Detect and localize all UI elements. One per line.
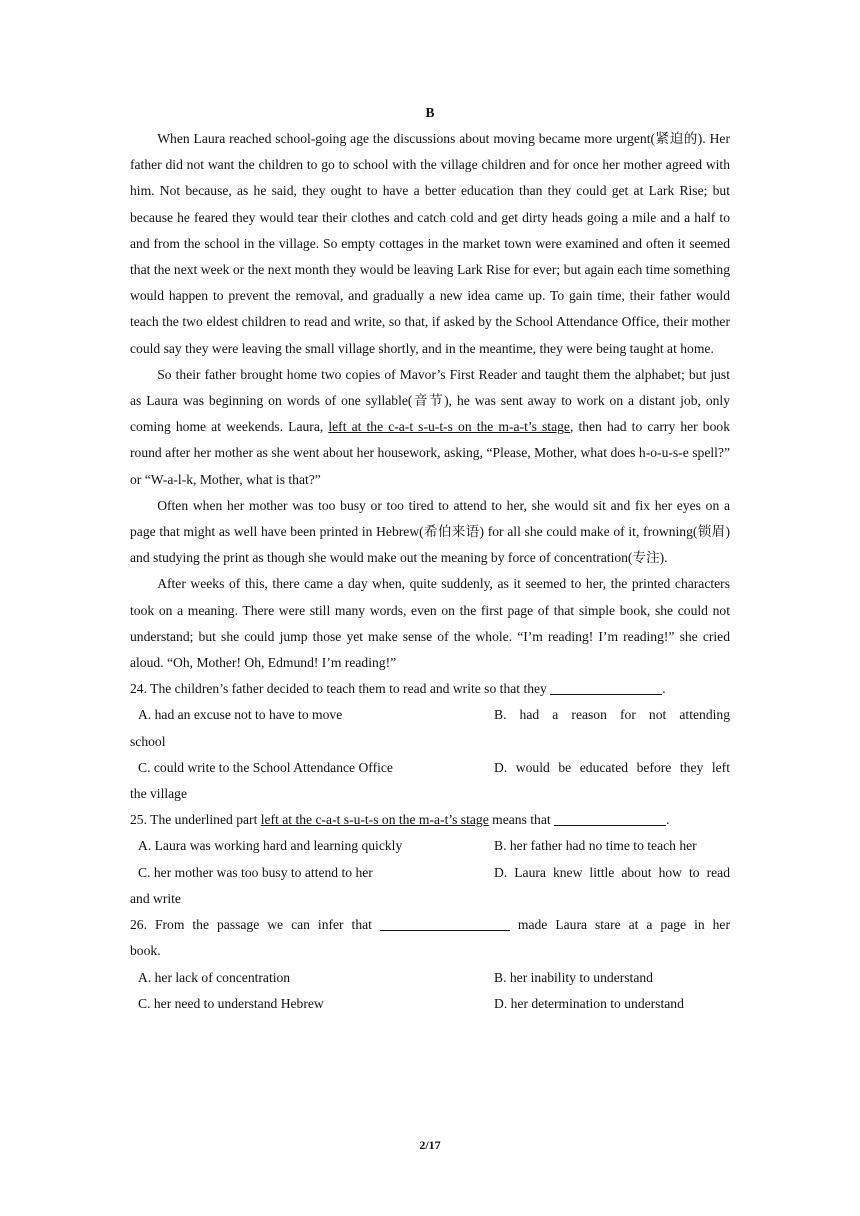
option-c: C. her mother was too busy to attend to her — [138, 864, 373, 880]
question-24-options — [130, 702, 730, 807]
paragraph-3: Often when her mother was too busy or too tired to attend to her, she would sit and fix her eyes on a page that might as well have been printed in Hebrew(希伯来语) for all she could make of it, frowning(锁眉) and studying the print as though she would make out the meaning by force of concentration(专注). — [130, 497, 730, 566]
paragraph-4: After weeks of this, there came a day when, quite suddenly, as it seemed to her, the printed characters took on a meaning. There were still many words, even on the first page of that simple book, she could not understand; but she could jump those yet make sense of the whole. “I’m reading! I’m reading!” she cried aloud. “Oh, Mother! Oh, Edmund! I’m reading!” — [130, 576, 730, 671]
underlined-phrase: left at the c-a-t s-u-t-s on the m-a-t’s stage — [328, 419, 570, 435]
document-page — [130, 100, 730, 1017]
option-a: A. her lack of concentration — [138, 969, 291, 985]
question-25-options — [130, 833, 730, 912]
question-26-stem-wrap: book. — [130, 943, 161, 959]
question-25-stem: 25. The underlined part left at the c-a-t s-u-t-s on the m-a-t’s stage means that . — [130, 812, 670, 828]
option-b-wrap: school — [130, 733, 166, 749]
section-title: B — [425, 105, 435, 120]
option-b: B. her inability to understand — [494, 969, 653, 985]
underlined-phrase: left at the c-a-t s-u-t-s on the m-a-t’s stage — [260, 812, 489, 828]
paragraph-1: When Laura reached school-going age the discussions about moving became more urgent(紧迫的). Her father did not want the children to go to school with the village children and for once her mother agreed with him. Not because, as he said, they ought to have a better education than they could get at Lark Rise; but because he feared they would tear their clothes and catch cold and get dirty heads going a mile and a half to and from the school in the village. So empty cottages in the market town were examined and often it seemed that the next week or the next month they would be leaving Lark Rise for ever; but again each time something would happen to prevent the removal, and gradually a new idea came up. To gain time, their father would teach the two eldest children to read and write, so that, if asked by the School Attendance Office, their mother could say they were leaving the small village shortly, and in the meantime, they were being taught at home. — [130, 131, 730, 356]
option-d: D. would be educated before they left — [494, 759, 730, 775]
question-24-stem: 24. The children’s father decided to teach them to read and write so that they . — [130, 681, 666, 697]
question-26-options — [130, 965, 730, 1017]
paragraph-2-start: So their father brought home two copies of Mavor’s First Reader and taught them the alphabet; but just as Laura was beginning on words of one syllable(音节), he was sent away to work on a distant job, only coming home at weekends. Laura, — [130, 366, 730, 435]
option-a: A. Laura was working hard and learning quickly — [138, 838, 403, 854]
option-c: C. her need to understand Hebrew — [138, 995, 324, 1011]
question-26-stem: 26. From the passage we can infer that made Laura stare at a page in her — [130, 917, 730, 933]
option-d-wrap: the village — [130, 786, 187, 802]
answer-blank — [380, 916, 510, 931]
option-c: C. could write to the School Attendance Office — [138, 759, 393, 775]
option-d: D. her determination to understand — [494, 995, 684, 1011]
paragraph-2-end: , then had to carry her book round after her mother as she went about her housework, asking, “Please, Mother, what does h-o-u-s-e spell?” or “W-a-l-k, Mother, what is that?” — [130, 419, 730, 487]
option-a: A. had an excuse not to have to move — [138, 707, 343, 723]
answer-blank — [554, 811, 666, 826]
page-number: 2/17 — [419, 1138, 441, 1152]
option-b: B. her father had no time to teach her — [494, 838, 697, 854]
answer-blank — [550, 680, 662, 695]
option-d-wrap: and write — [130, 890, 181, 906]
option-d: D. Laura knew little about how to read — [494, 864, 730, 880]
option-b: B. had a reason for not attending — [494, 707, 730, 723]
paragraph-2 — [130, 362, 730, 493]
